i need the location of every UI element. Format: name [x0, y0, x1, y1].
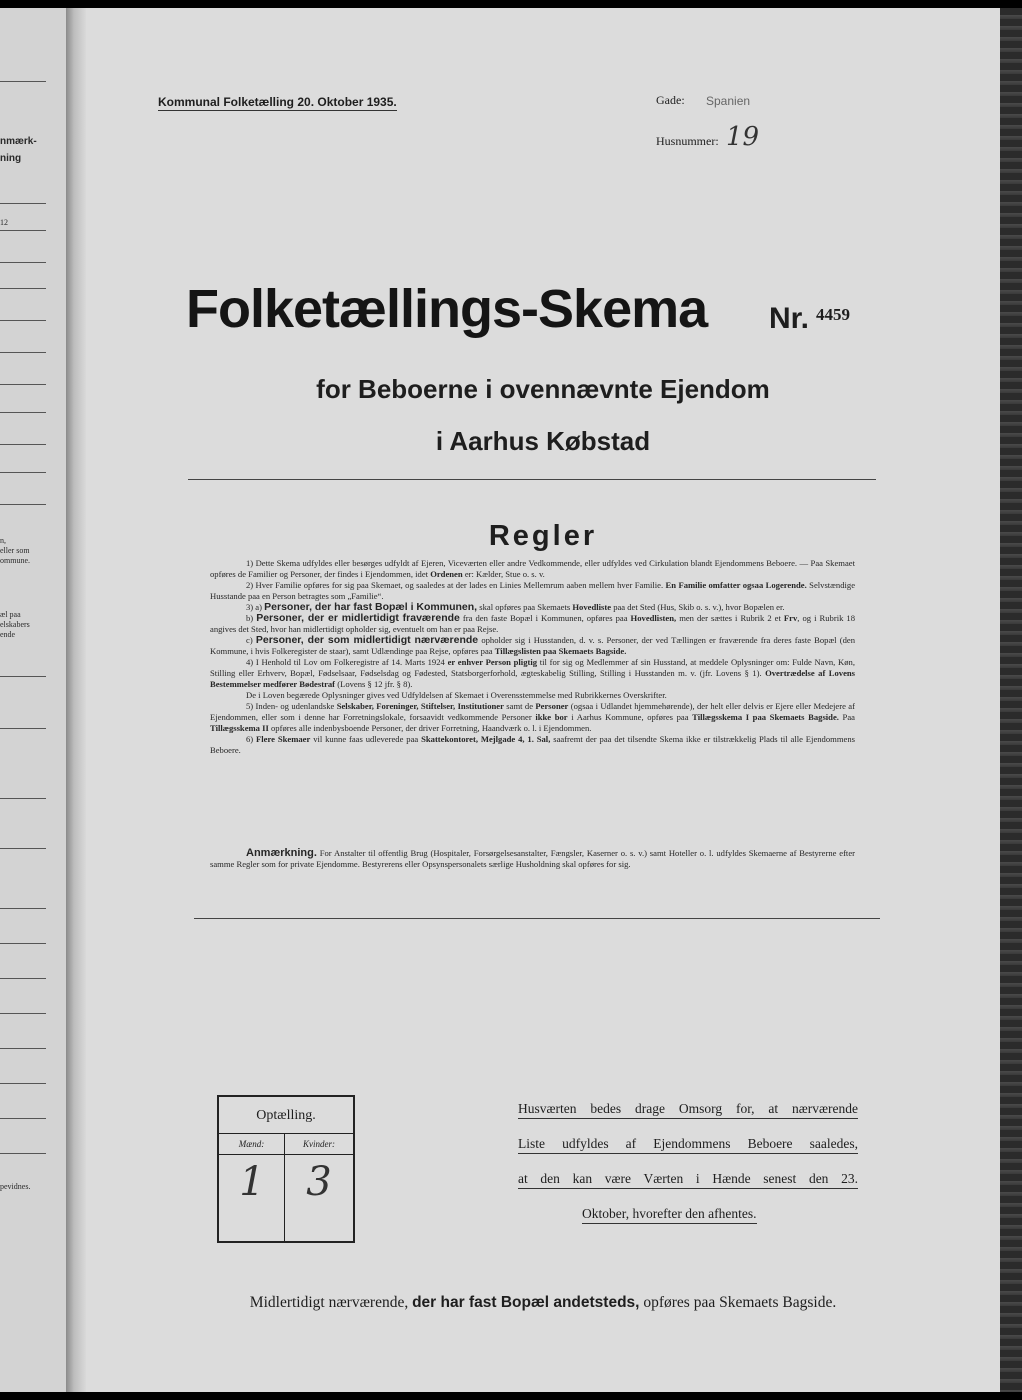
count-women-value: 3 — [306, 1159, 332, 1205]
rule-1: 1) Dette Skema udfyldes eller besørges udfyldt af Ejeren, Viceværten eller andre Vedkommende, eller udfyldes ved Cirkulation blandt Ejendommens Beboere. — Paa Skemaet opføres de Familier og Personer, der findes i Ejendommen, idet Ordenen er: Kælder, Stue o. s. v. — [210, 558, 855, 579]
rules-heading: Regler — [488, 520, 598, 552]
form-number: 4459 — [816, 305, 850, 324]
count-men-label: Mænd: — [219, 1133, 285, 1155]
left-page-fragment-3: pevidnes. — [0, 1182, 31, 1191]
count-women-label: Kvinder: — [285, 1133, 353, 1155]
divider-bottom — [194, 918, 880, 919]
left-page-fragment-2: æl paa elskabers ende — [0, 610, 30, 639]
page-edge-right — [1000, 8, 1022, 1392]
left-page-fragment-1: n, eller som ommune. — [0, 536, 30, 565]
census-form-page — [86, 8, 1000, 1392]
rule-3a: 3) a) Personer, der har fast Bopæl i Kommunen, skal opføres paa Skemaets Hovedliste paa det Sted (Hus, Skib o. s. v.), hvor Bopælen er. — [246, 601, 785, 613]
census-header: Kommunal Folketælling 20. Oktober 1935. — [158, 95, 397, 109]
left-page-edge — [0, 8, 66, 1392]
instruction-line-1: Husværten bedes drage Omsorg for, at nærværende — [518, 1101, 858, 1119]
house-number-value: 19 — [726, 122, 760, 152]
count-title: Optælling. — [219, 1097, 353, 1134]
footer-note: Midlertidigt nærværende, der har fast Bopæl andetsteds, opføres paa Skemaets Bagside. — [249, 1294, 837, 1311]
instruction-line-4: Oktober, hvorefter den afhentes. — [582, 1206, 757, 1224]
page-gutter — [66, 8, 86, 1392]
left-page-heading-2: ning — [0, 153, 22, 164]
rules-body — [210, 558, 855, 756]
rule-3c: c) Personer, der som midlertidigt nærværende opholder sig i Husstanden, d. v. s. Personer, der ved Tællingen er fraværende fra deres faste Bopæl (den Kommune, i hvis Folkeregister de staar), samt Udlændinge paa Rejse, opføres paa Tillægslisten paa Skemaets Bagside. — [210, 634, 856, 656]
form-title: Folketællings-Skema — [186, 279, 708, 339]
form-subtitle-2: i Aarhus Købstad — [435, 426, 651, 456]
note-label: Anmærkning. — [246, 847, 317, 859]
rule-4b: De i Loven begærede Oplysninger gives ved Udfyldelsen af Skemaet i Overensstemmelse med Rubrikkernes Overskrifter. — [246, 690, 667, 700]
street-label: Gade: — [656, 93, 685, 107]
note-text: For Anstalter til offentlig Brug (Hospitaler, Forsørgelsesanstalter, Fængsler, Kaserner o. s. v.) samt Hoteller o. l. udfyldes Skemaerne af Bestyrerne efter samme Regler som for private Ejendomme. Bestyrerens eller Opsynspersonalets særlige Husholdning skal opføres for sig. — [210, 848, 855, 869]
divider-top — [188, 479, 876, 480]
form-subtitle-1: for Beboerne i ovennævnte Ejendom — [316, 374, 770, 404]
note — [210, 848, 855, 870]
form-number-label: Nr. — [769, 302, 810, 335]
instruction-line-2: Liste udfyldes af Ejendommens Beboere saaledes, — [518, 1136, 858, 1154]
left-page-column-number: 12 — [0, 218, 8, 227]
count-box — [217, 1095, 355, 1243]
count-men-value: 1 — [239, 1159, 265, 1205]
rule-4: 4) I Henhold til Lov om Folkeregistre af 14. Marts 1924 er enhver Person pligtig til for sig og Medlemmer af sin Husstand, at meddele Oplysninger om: Fulde Navn, Køn, Stilling eller Erhverv, Bopæl, Fødselsaar, Fødselsdag og Fødested, Statsborgerforhold, ægteskabelig Stilling, Stilling i Husstanden m. v. (jfr. Lovens § 1). Overtrædelse af Lovens Bestemmelser medfører Bødestraf (Lovens § 12 jfr. § 8). — [210, 657, 856, 689]
rule-5: 5) Inden- og udenlandske Selskaber, Foreninger, Stiftelser, Institutioner samt de Personer (ogsaa i Udlandet hjemmehørende), der helt eller delvis er Ejere eller Medejere af Ejendommen, eller som i denne har Forretningslokale, forsaavidt vedkommende Personer ikke bor i Aarhus Kommune, opføres paa Tillægsskema I paa Skemaets Bagside. Paa Tillægsskema II opføres alle indenbysboende Personer, der driver Forretning, Haandværk o. l. i Ejendommen. — [210, 701, 855, 733]
rule-2: 2) Hver Familie opføres for sig paa Skemaet, og saaledes at der lades en Linies Mellemrum aaben mellem hver Familie. En Familie omfatter ogsaa Logerende. Selvstændige Husstande paa en Person betragtes som „Familie“. — [210, 580, 856, 601]
instruction-line-3: at den kan være Værten i Hænde senest den 23. — [518, 1171, 858, 1189]
left-page-heading-1: nmærk- — [0, 136, 37, 147]
rule-6: 6) Flere Skemaer vil kunne faas udleverede paa Skattekontoret, Mejlgade 4, 1. Sal, saafremt der paa det tilsendte Skema ikke er tilstrækkelig Plads til alle Ejendommens Beboere. — [210, 734, 855, 755]
house-number-label: Husnummer: — [656, 134, 719, 148]
rule-3b: b) Personer, der er midlertidigt fraværende fra den faste Bopæl i Kommunen, opføres paa Hovedlisten, men der sættes i Rubrik 2 et Frv, og i Rubrik 18 angives det Sted, hvor han midlertidigt opholder sig, eventuelt om han er paa Rejse. — [210, 612, 855, 634]
street-value: Spanien — [706, 94, 751, 108]
